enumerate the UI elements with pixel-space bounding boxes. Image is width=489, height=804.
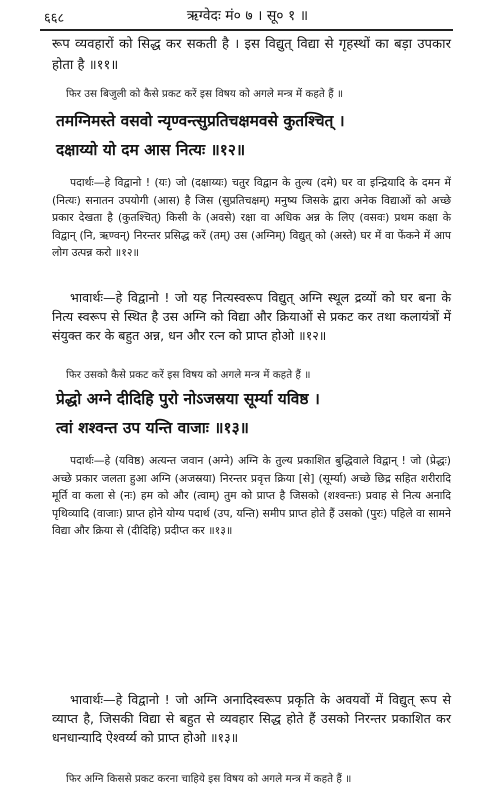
continued-paragraph: रूप व्यवहारों को सिद्ध कर सकती है । इस विद्युत् विद्या से गृहस्थों का बड़ा उपकार होता है ॥११॥ [52, 37, 451, 73]
running-head: ऋग्वेदः मं० ७ । सू० १ ॥ [186, 8, 309, 24]
section-intro: फिर उस बिजुली को कैसे प्रकट करें इस विषय को अगले मन्त्र में कहते हैं ॥ [66, 88, 344, 100]
section-intro: फिर अग्नि किससे प्रकट करना चाहिये इस विषय को अगले मन्त्र में कहते हैं ॥ [66, 773, 352, 785]
bhavartha-paragraph: भावार्थः—हे विद्वानो ! जो यह नित्यस्वरूप विद्युत् अग्नि स्थूल द्रव्यों को घर बना के नित्य स्वरूप से स्थित है उस अग्नि को विद्या और क्रियाओं से प्रकट कर तथा कलायंत्रों में संयुक्त कर के बहुत अन्न, धन और रत्न को प्राप्त होओ ॥१२॥ [52, 290, 451, 343]
mantra-line: त्वां शश्वन्त उप यन्ति वाजाः ॥१३॥ [56, 419, 249, 437]
page-header [44, 6, 451, 26]
header-rule [40, 29, 453, 31]
bhavartha-paragraph: भावार्थः—हे विद्वानो ! जो अग्नि अनादिस्वरूप प्रकृति के अवयवों में विद्युत् रूप से व्याप्त है, जिसकी विद्या से बहुत से व्यवहार सिद्ध होते हैं उसको निरन्तर प्रकाशित कर धनधान्यादि ऐश्वर्य्य को प्राप्त होओ ॥१३॥ [52, 692, 451, 745]
mantra-line: दक्षाय्यो यो दम आस नित्यः ॥१२॥ [56, 141, 246, 159]
page-number: ६६८ [44, 11, 65, 26]
mantra-line: तमग्निमस्ते वसवो न्यृण्वन्त्सुप्रतिचक्षमवसे कुतश्चित् । [56, 112, 345, 130]
section-intro: फिर उसको कैसे प्रकट करें इस विषय को अगले मन्त्र में कहते हैं ॥ [66, 369, 311, 381]
mantra-line: प्रेद्धो अग्ने दीदिहि पुरो नोऽजस्रया सूर्म्या यविष्ठ । [56, 390, 320, 408]
padartha-paragraph: पदार्थः—हे (यविष्ठ) अत्यन्त जवान (अग्ने) अग्नि के तुल्य प्रकाशित बुद्धिवाले विद्वान् ! जो (प्रेद्धः) अच्छे प्रकार जलता हुआ अग्नि (अजस्रया) निरन्तर प्रवृत्त क्रिया [से] (सूर्म्या) अच्छे छिद्र सहित शरीरादि मूर्ति वा कला से (नः) हम को और (त्वाम्) तुम को प्राप्त है जिसको (शश्वन्तः) प्रवाह से नित्य अनादि पृथिव्यादि (वाजाः) प्राप्त होने योग्य पदार्थ (उप, यन्ति) समीप प्राप्त होते हैं उसको (पुरः) पहिले वा सामने विद्या और क्रिया से (दीदिहि) प्रदीप्त कर ॥१३॥ [52, 454, 451, 537]
padartha-paragraph: पदार्थः—हे विद्वानो ! (यः) जो (दक्षाय्यः) चतुर विद्वान के तुल्य (दमे) घर वा इन्द्रियादि के दमन में (नित्यः) सनातन उपयोगी (आस) है जिस (सुप्रतिचक्षम्) मनुष्य जिसके द्वारा अनेक विद्याओं को अच्छे प्रकार देखता है (कुतश्चित्) किसी के (अवसे) रक्षा वा अधिक अन्न के लिए (वसवः) प्रथम कक्षा के विद्वान् (नि, ऋण्वन्) निरन्तर प्रसिद्ध करें (तम्) उस (अग्निम्) विद्युत् को (अस्ते) घर में वा फेंकने में आप लोग उत्पन्न करो ॥१२॥ [52, 176, 451, 259]
